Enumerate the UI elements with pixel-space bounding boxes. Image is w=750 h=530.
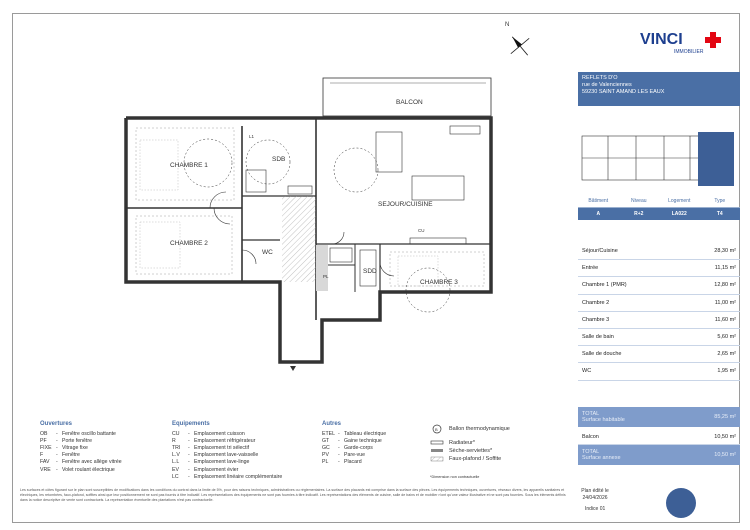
legend-ballon: B Ballon thermodynamique <box>430 424 510 434</box>
room-label-sdb: SDB <box>272 156 286 163</box>
legend-seche: Sèche-serviettes* <box>430 448 492 454</box>
logo-sub: IMMOBILIER <box>674 49 704 55</box>
area-row: Séjour/Cuisine 28,30 m² <box>578 243 740 260</box>
compass-icon <box>503 29 537 63</box>
room-label-wc: WC <box>262 249 273 256</box>
legend-radiateur: Radiateur* <box>430 440 475 446</box>
area-row: Salle de douche 2,65 m² <box>578 346 740 363</box>
legend-ouvertures: Ouvertures OB - Fenêtre oscillo battante PF - Porte fenêtre FIXE - Vitrage fixe F - Fenêtre FAV - Fenêtre avec allège vitrée VRE - Volet roulant électrique <box>40 421 122 473</box>
legend-faux-plafond: Faux-plafond / Soffite <box>430 456 501 462</box>
balcon-row: Balcon 10,50 m² <box>578 429 740 445</box>
area-row: WC 1,95 m² <box>578 363 740 380</box>
project-city: 59230 SAINT AMAND LES EAUX <box>582 89 665 95</box>
faux-plafond-icon <box>430 456 444 462</box>
disclaimer: Les surfaces et côtes figurant sur le plan sont susceptibles de modifications dans les conditions du contrat dans la limite de 5%, pour des raisons techniques, administratives ou réglementaires. La surface des placards est comprise dans la surface des pièces. Les équipements techniques, ouvertures, réseaux divers, les appareils sanitaires et électriques, les retombées, faux-plafond, soffites ainsi que leur positionnement ne sont pas fournis à titre indicatif. Les représentations des équipements ne sont pas fournies à titre indicatif. Les représentations des éléments de cuisine, salle de bains et de mobilier n'ont qu'une valeur illustrative et ne sont pas fournies. Sous les éléments définis dans la notice descriptive de vente sont contractuels. La représentation éventuelle des plantations n'est pas contractuelle. <box>20 488 566 502</box>
meta-value-logement: LA022 <box>671 211 687 217</box>
building-thumbnail <box>578 126 740 192</box>
balcony-outline <box>323 78 491 116</box>
legend-autres: Autres ETEL - Tableau électrique GT - Gaine technique GC - Garde-corps PV - Pare-vue PL - Placard <box>322 421 387 466</box>
room-label-chambre1: CHAMBRE 1 <box>170 162 208 169</box>
meta-header-type: Type <box>714 198 726 204</box>
logo-text: VINCI <box>640 31 683 48</box>
meta-value-type: T4 <box>716 211 723 217</box>
room-label-sdd: SDD <box>363 268 377 275</box>
room-label-chambre3: CHAMBRE 3 <box>420 279 458 286</box>
plan-mark-pl: PL <box>323 274 329 279</box>
seche-serviettes-icon <box>430 448 444 454</box>
selected-lot-highlight <box>698 132 734 186</box>
legend-equipements: Equipements CU - Emplacement cuisson R - Emplacement réfrigérateur TRI - Emplacement tri sélectif L.V - Emplacement lave-vaisselle L.L - Emplacement lave-linge EV - Emplacement évier LC - Emplacement linéaire complémentaire <box>172 421 283 480</box>
room-label-balcon: BALCON <box>396 99 423 106</box>
project-header <box>578 72 740 106</box>
legend-note: *Dimension non contractuelle <box>430 475 480 479</box>
meta-header-niveau: Niveau <box>630 198 647 204</box>
area-row: Salle de bain 5,60 m² <box>578 329 740 346</box>
vinci-logo <box>630 26 730 56</box>
svg-text:B: B <box>435 427 438 432</box>
entry-arrow-icon <box>290 366 296 371</box>
plan-mark-l1: L1 <box>249 134 255 139</box>
meta-value-batiment: A <box>596 211 601 217</box>
total-habitable-value: 85,25 m² <box>714 414 736 420</box>
hatched-ceiling <box>282 196 316 282</box>
total-annexe-value: 10,50 m² <box>714 452 736 458</box>
room-label-sejour: SEJOUR/CUISINE <box>378 201 433 208</box>
radiateur-icon <box>430 440 444 446</box>
area-row: Chambre 2 11,00 m² <box>578 295 740 312</box>
room-label-chambre2: CHAMBRE 2 <box>170 240 208 247</box>
area-row: Entrée 11,15 m² <box>578 260 740 277</box>
ballon-icon <box>430 424 444 434</box>
total-habitable: TOTAL Surface habitable 85,25 m² <box>578 407 740 427</box>
area-row: Chambre 3 11,60 m² <box>578 312 740 329</box>
meta-header-logement: Logement <box>668 198 691 204</box>
compass-label: N <box>505 22 510 28</box>
area-row: Chambre 1 (PMR) 12,80 m² <box>578 277 740 294</box>
project-name: REFLETS D'O <box>582 75 618 81</box>
logo-seal-icon <box>666 488 696 518</box>
plan-date: Plan édité le 24/04/2026 <box>581 488 609 501</box>
meta-value-niveau: R+2 <box>634 211 644 217</box>
project-street: rue de Valenciennes <box>582 82 632 88</box>
total-annexe: TOTAL Surface annexe 10,50 m² <box>578 445 740 465</box>
indice: Indice 01 <box>585 506 606 512</box>
meta-header-batiment: Bâtiment <box>588 198 609 204</box>
plan-mark-cu: CU <box>418 228 425 233</box>
areas-table <box>578 243 740 381</box>
lot-meta <box>578 195 740 225</box>
